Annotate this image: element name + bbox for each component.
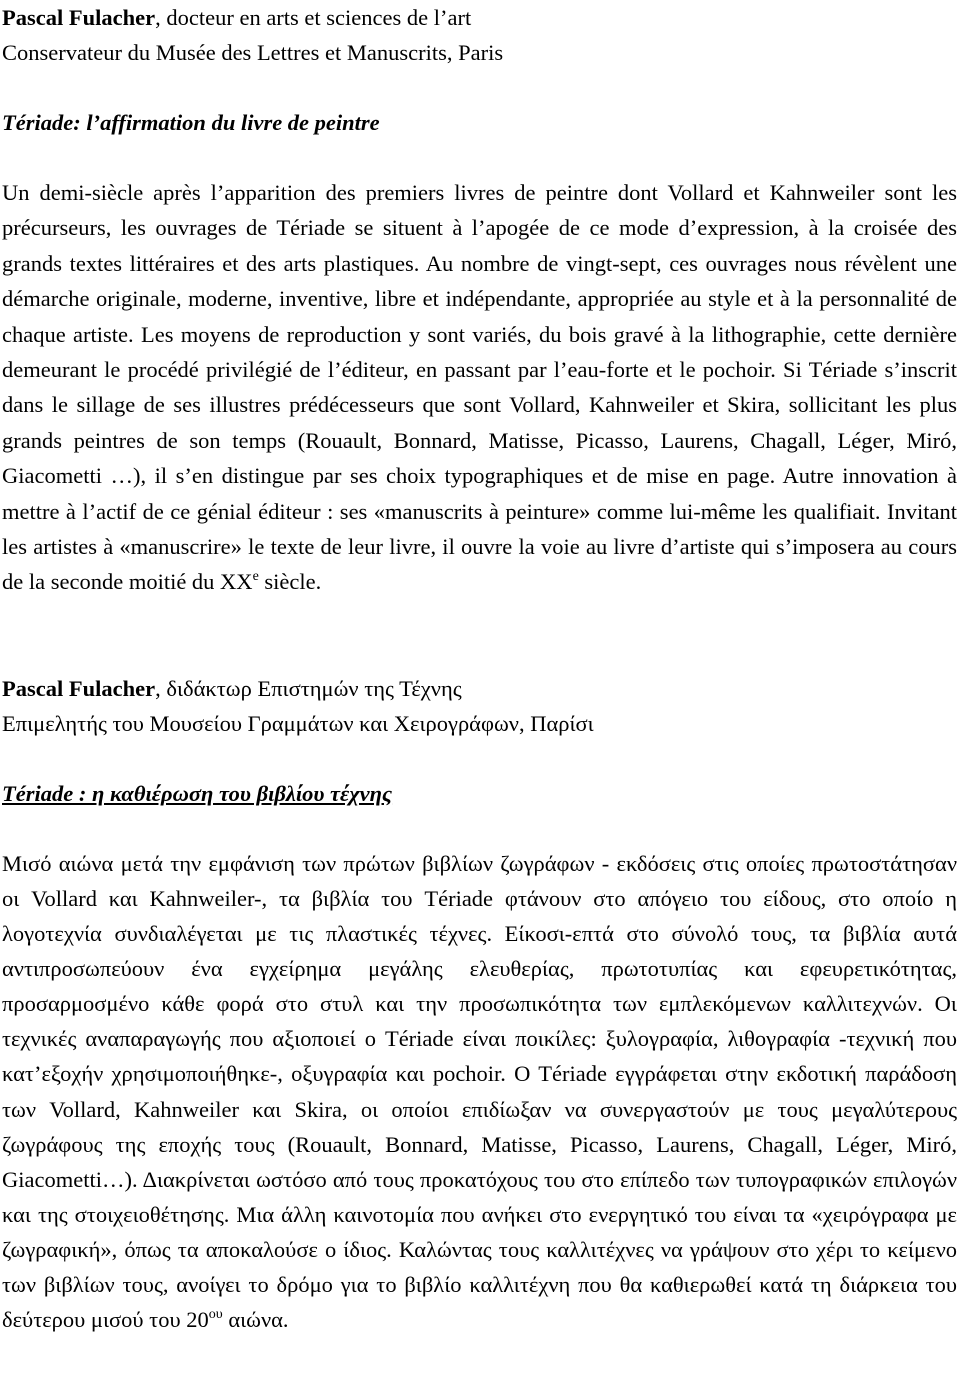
- greek-author-role: , διδάκτωρ Επιστημών της Τέχνης: [155, 675, 462, 701]
- greek-body-end: αιώνα.: [222, 1307, 289, 1333]
- greek-affiliation: Επιμελητής του Μουσείου Γραμμάτων και Χειρογράφων, Παρίσι: [2, 710, 594, 736]
- spacer: [2, 741, 957, 776]
- greek-author-name: Pascal Fulacher: [2, 675, 156, 701]
- section-spacer: [2, 600, 957, 671]
- greek-section: [2, 671, 957, 1337]
- document-page: [2, 0, 957, 1337]
- spacer: [2, 70, 957, 105]
- greek-title: Tériade : η καθιέρωση του βιβλίου τέχνης: [2, 780, 393, 806]
- french-affiliation: Conservateur du Musée des Lettres et Manuscrits, Paris: [2, 40, 504, 65]
- french-title: Tériade: l’affirmation du livre de peintre: [2, 110, 380, 135]
- greek-author-line: [2, 671, 957, 706]
- french-body-text: Un demi-siècle après l’apparition des premiers livres de peintre dont Vollard et Kahnweiler sont les précurseurs, les ouvrages de Tériade se situent à l’apogée de ce mode d’expression, à la croisée des grands textes littéraires et des arts plastiques. Au nombre de vingt-sept, ces ouvrages nous révèlent une démarche originale, moderne, inventive, libre et indépendante, appropriée au style et à la personnalité de chaque artiste. Les moyens de reproduction y sont variés, du bois gravé à la lithographie, cette dernière demeurant le procédé privilégié de l’éditeur, en passant par l’eau-forte et le pochoir. Si Tériade s’inscrit dans le sillage de ses illustres prédécesseurs que sont Vollard, Kahnweiler et Skira, sollicitant les plus grands peintres de son temps (Rouault, Bonnard, Matisse, Picasso, Laurens, Chagall, Léger, Miró, Giacometti …), il s’en distingue par ses choix typographiques et de mise en page. Autre innovation à mettre à l’actif de ce génial éditeur : ses «manuscrits à peinture» comme lui-même les qualifiait. Invitant les artistes à «manuscrire» le texte de leur livre, il ouvre la voie au livre d’artiste qui s’imposera au cours de la seconde moitié du XX: [2, 180, 957, 595]
- french-author-line: [2, 0, 957, 35]
- greek-body: [2, 846, 957, 1337]
- french-body: [2, 175, 957, 600]
- french-author-name: Pascal Fulacher: [2, 5, 156, 30]
- spacer: [2, 811, 957, 846]
- spacer: [2, 140, 957, 175]
- french-section: [2, 0, 957, 600]
- greek-century-superscript: ου: [208, 1307, 223, 1323]
- french-author-role: , docteur en arts et sciences de l’art: [155, 5, 472, 30]
- french-century-superscript: e: [252, 569, 259, 585]
- french-body-end: siècle.: [258, 569, 322, 595]
- greek-body-text: Μισό αιώνα μετά την εμφάνιση των πρώτων βιβλίων ζωγράφων - εκδόσεις στις οποίες πρωτοστάτησαν οι Vollard και Kahnweiler-, τα βιβλία του Tériade φτάνουν στο απόγειο του είδους, στο οποίο η λογοτεχνία συνδιαλέγεται με τις πλαστικές τέχνες. Είκοσι-επτά στο σύνολό τους, τα βιβλία αυτά αντιπροσωπεύουν ένα εγχείρημα μεγάλης ελευθερίας, πρωτοτυπίας και εφευρετικότητας, προσαρμοσμένο κάθε φορά στο στυλ και την προσωπικότητα των εμπλεκόμενων καλλιτεχνών. Οι τεχνικές αναπαραγωγής που αξιοποιεί ο Tériade είναι ποικίλες: ξυλογραφία, λιθογραφία -τεχνική που κατ’εξοχήν χρησιμοποιήθηκε-, οξυγραφία και pochoir. O Tériade εγγράφεται στην εκδοτική παράδοση των Vollard, Kahnweiler και Skira, οι οποίοι επιδίωξαν να συνεργαστούν με τους μεγαλύτερους ζωγράφους της εποχής τους (Rouault, Bonnard, Matisse, Picasso, Laurens, Chagall, Léger, Miró, Giacometti…). Διακρίνεται ωστόσο από τους προκατόχους του στο επίπεδο των τυπογραφικών επιλογών και της στοιχειοθέτησης. Μια άλλη καινοτομία που ανήκει στο ενεργητικό του είναι τα «χειρόγραφα με ζωγραφική», όπως τα αποκαλούσε ο ίδιος. Καλώντας τους καλλιτέχνες να γράψουν στο χέρι το κείμενο των βιβλίων τους, ανοίγει το δρόμο για το βιβλίο καλλιτέχνη που θα καθιερωθεί κατά τη διάρκεια του δεύτερου μισού του 20: [2, 850, 957, 1333]
